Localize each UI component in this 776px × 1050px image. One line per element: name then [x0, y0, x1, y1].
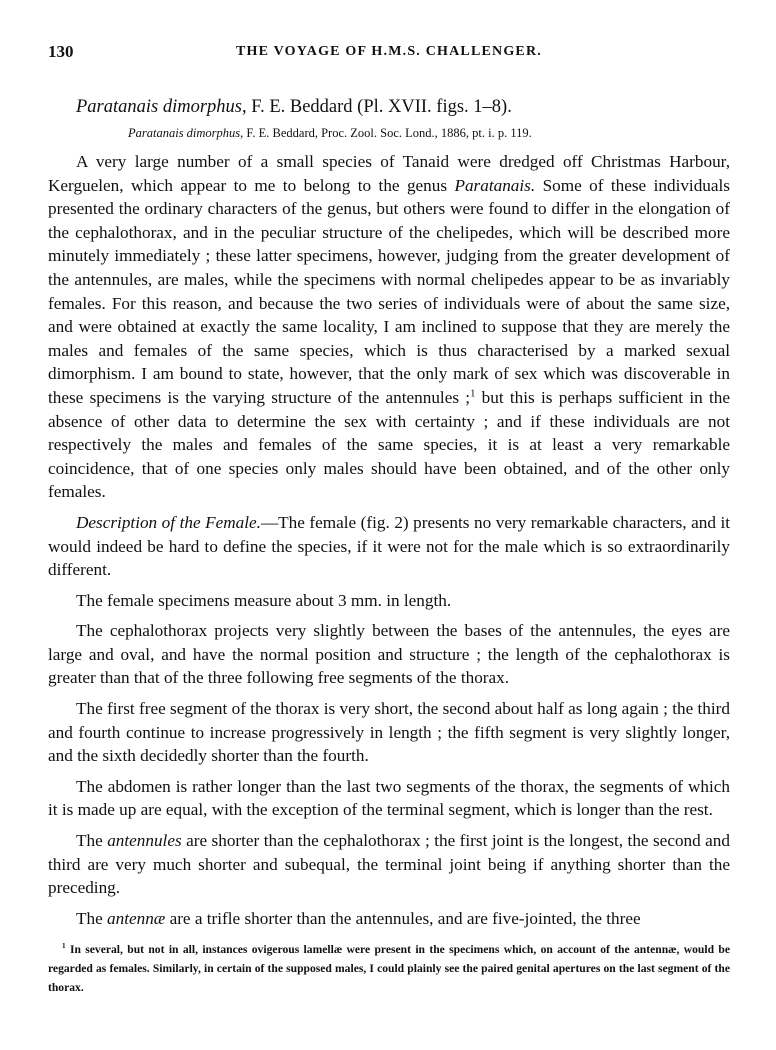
paragraph-antennules-text: are shorter than the cephalothorax ; the first joint is the longest, the second and third are very much shorter and subequal, the terminal joint being if anything shorter than the preceding.: [48, 831, 730, 898]
page-number: 130: [48, 42, 74, 61]
paragraph-antennae: [48, 907, 730, 931]
running-title: THE VOYAGE OF H.M.S. CHALLENGER.: [236, 44, 542, 59]
species-authority: , F. E. Beddard (Pl. XVII. figs. 1–8).: [242, 97, 512, 117]
footnote-reference: 1: [470, 388, 476, 400]
synonymy-citation: [48, 124, 730, 142]
paragraph-antennae-lead: The: [76, 908, 108, 928]
paragraph-female-text: —The female (fig. 2) presents no very remarkable characters, and it would indeed be hard to define the species, if it were not for the male which is so extraordinarily different.: [48, 512, 730, 580]
footnote-1: [48, 940, 730, 997]
term-antennules: antennules: [107, 831, 182, 851]
paragraph-female-description: [48, 511, 730, 582]
paragraph-antennules: [48, 829, 730, 900]
species-heading: [48, 96, 730, 118]
genus-name: Paratanais.: [454, 175, 536, 195]
footnote-text: In several, but not in all, instances ovigerous lamellæ were present in the specimens which, on account of the antennæ, would be regarded as females. Similarly, in certain of the supposed males, I could plainly see the paired genital apertures on the last segment of the thorax.: [48, 943, 730, 994]
paragraph-intro-text-c: but this is perhaps sufficient in the absence of other data to determine the sex with certainty ; and if these individuals are not respectively the males and females of the same species, it is at least a very remarkable coincidence, that of one species only males should have been obtained, and of the other only females.: [48, 387, 730, 502]
paragraph-female-size: The female specimens measure about 3 mm. in length.: [76, 590, 452, 610]
paragraph-intro-text-a: A very large number of a small species of Tanaid were dredged off Christmas Harbour, Kerguelen, which appear to me to belong to the genus: [48, 152, 730, 195]
body-text: [48, 150, 730, 930]
paragraph-abdomen: The abdomen is rather longer than the last two segments of the thorax, the segments of which it is made up are equal, with the exception of the terminal segment, which is longer than the rest.: [48, 776, 730, 820]
paragraph-intro: [48, 150, 730, 504]
paragraph-intro-text-b: Some of these individuals presented the ordinary characters of the genus, but others were found to differ in the elongation of the cephalothorax, and in the peculiar structure of the chelipedes, which will be described more minutely immediately ; these latter specimens, however, judging from the greater development of the antennules, are males, while the specimens with normal chelipedes appear to be as invariably females. For this reason, and because the two series of individuals were of about the same size, and were obtained at exactly the same locality, I am inclined to suppose that they are merely the males and females of the same species, which is thus characterised by a marked sexual dimorphism. I am bound to state, however, that the only mark of sex which was discoverable in these specimens is the varying structure of the antennules ;: [48, 175, 730, 407]
footnote-marker: 1: [62, 942, 66, 951]
paragraph-cephalothorax: The cephalothorax projects very slightly between the bases of the antennules, the eyes are large and oval, and have the normal position and structure ; the length of the cephalothorax is greater than that of the three following free segments of the thorax.: [48, 621, 730, 688]
species-name: Paratanais dimorphus: [76, 97, 243, 117]
synonymy-reference: , F. E. Beddard, Proc. Zool. Soc. Lond., 1886, pt. i. p. 119.: [240, 126, 532, 140]
section-title-female: Description of the Female.: [76, 512, 261, 532]
synonymy-name: Paratanais dimorphus: [128, 126, 241, 140]
term-antennae: antennæ: [107, 908, 166, 928]
paragraph-antennae-text: are a trifle shorter than the antennules, and are five-jointed, the three: [165, 908, 641, 928]
footnotes: [48, 940, 730, 997]
paragraph-antennules-lead: The: [76, 831, 108, 851]
running-head: [48, 42, 730, 68]
paragraph-thorax-segments: The first free segment of the thorax is very short, the second about half as long again ; the third and fourth continue to increase progressively in length ; the fifth segment is very slightly longer, and the sixth decidedly shorter than the fourth.: [48, 699, 730, 766]
